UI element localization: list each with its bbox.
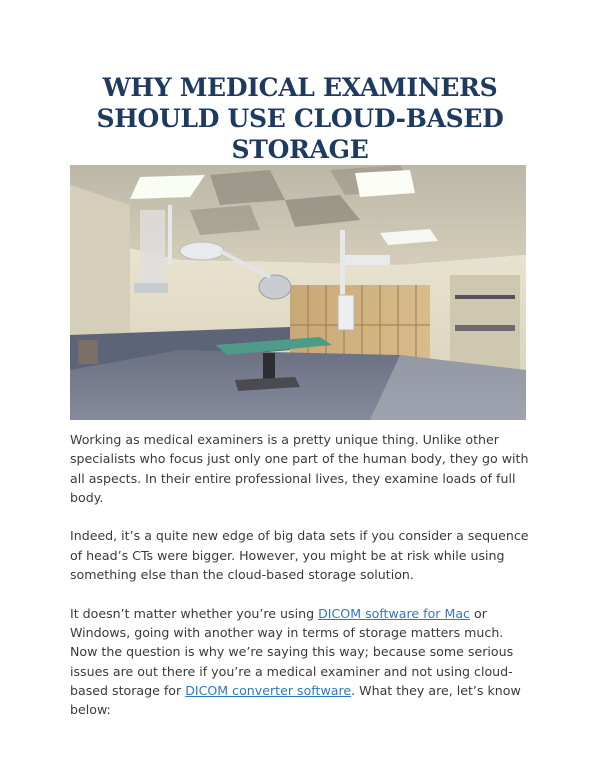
operating-room-photo	[70, 165, 526, 420]
paragraph-1: Working as medical examiners is a pretty unique thing. Unlike other specialists who focus just only one part of the human body, they go with all aspects. In their entire professional lives, they examine loads of full body.	[70, 432, 529, 505]
paragraph-3	[70, 604, 532, 720]
title-line-1: WHY MEDICAL EXAMINERS	[102, 73, 498, 102]
dicom-converter-software-link[interactable]: DICOM converter software	[185, 682, 352, 698]
paragraph-2: Indeed, it’s a quite new edge of big data sets if you consider a sequence of head’s CTs were bigger. However, you might be at risk while using something else than the cloud-based storage solution.	[70, 528, 529, 583]
article-body	[70, 430, 532, 739]
paragraph-3-text-b: or Windows, going with another way in terms of storage matters much. Now the question is why we’re saying this way; because some serious issues are out there if you’re a medical examiner and not using cloud-based storage for	[70, 605, 514, 698]
paragraph-3-text-c: . What they are, let’s know below:	[70, 682, 521, 718]
title-line-2: SHOULD USE CLOUD-BASED	[96, 104, 504, 133]
dicom-software-mac-link[interactable]: DICOM software for Mac	[318, 605, 470, 621]
paragraph-3-text-a: It doesn’t matter whether you’re using	[70, 605, 319, 621]
title-line-3: STORAGE	[231, 135, 369, 164]
article-title	[60, 72, 540, 165]
